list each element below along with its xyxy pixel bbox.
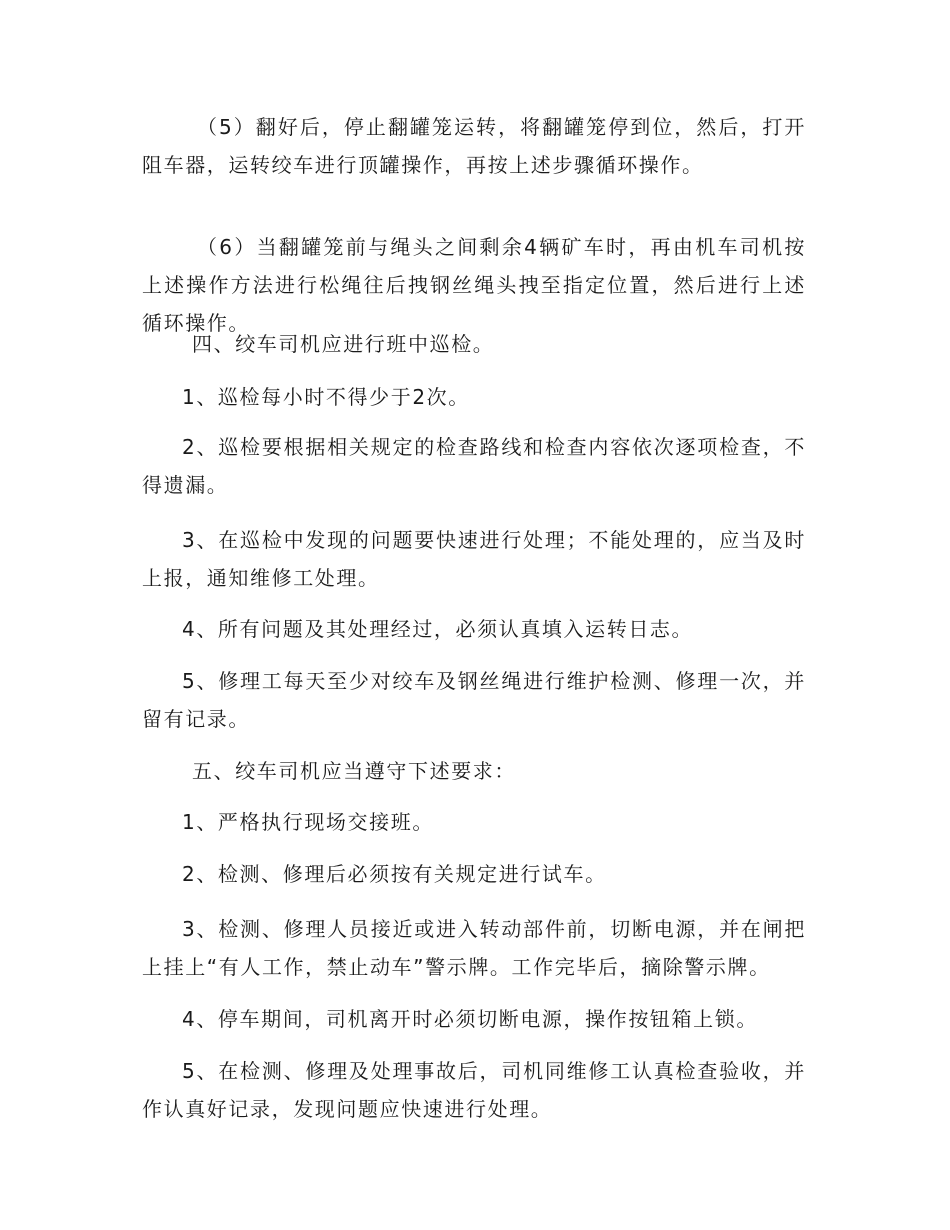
paragraph-item-5-5: 5、在检测、修理及处理事故后，司机同维修工认真检查验收，并作认真好记录，发现问题应快速进行处理。 <box>142 1059 806 1121</box>
section-heading-4: 四、绞车司机应进行班中巡检。 <box>192 332 495 356</box>
paragraph-item-4-2: 2、巡检要根据相关规定的检查路线和检查内容依次逐项检查，不得遗漏。 <box>142 435 806 497</box>
paragraph-step-6: （6）当翻罐笼前与绳头之间剩余4辆矿车时，再由机车司机按上述操作方法进行松绳往后拽钢丝绳头拽至指定位置，然后进行上述循环操作。 <box>142 235 806 335</box>
paragraph-item-5-3: 3、检测、修理人员接近或进入转动部件前，切断电源，并在闸把上挂上“有人工作，禁止动车”警示牌。工作完毕后，摘除警示牌。 <box>142 917 806 979</box>
paragraph-item-4-3: 3、在巡检中发现的问题要快速进行处理；不能处理的，应当及时上报，通知维修工处理。 <box>142 528 806 590</box>
paragraph-item-5-1: 1、严格执行现场交接班。 <box>182 810 434 834</box>
section-heading-5: 五、绞车司机应当遵守下述要求： <box>192 759 516 783</box>
paragraph-step-5: （5）翻好后，停止翻罐笼运转，将翻罐笼停到位，然后，打开阻车器，运转绞车进行顶罐操作，再按上述步骤循环操作。 <box>142 115 806 177</box>
paragraph-item-4-5: 5、修理工每天至少对绞车及钢丝绳进行维护检测、修理一次，并留有记录。 <box>142 669 806 731</box>
paragraph-item-4-1: 1、巡检每小时不得少于2次。 <box>182 385 470 409</box>
paragraph-item-4-4: 4、所有问题及其处理经过，必须认真填入运转日志。 <box>182 617 694 641</box>
paragraph-item-5-2: 2、检测、修理后必须按有关规定进行试车。 <box>182 862 607 886</box>
paragraph-item-5-4: 4、停车期间，司机离开时必须切断电源，操作按钮箱上锁。 <box>182 1007 758 1031</box>
